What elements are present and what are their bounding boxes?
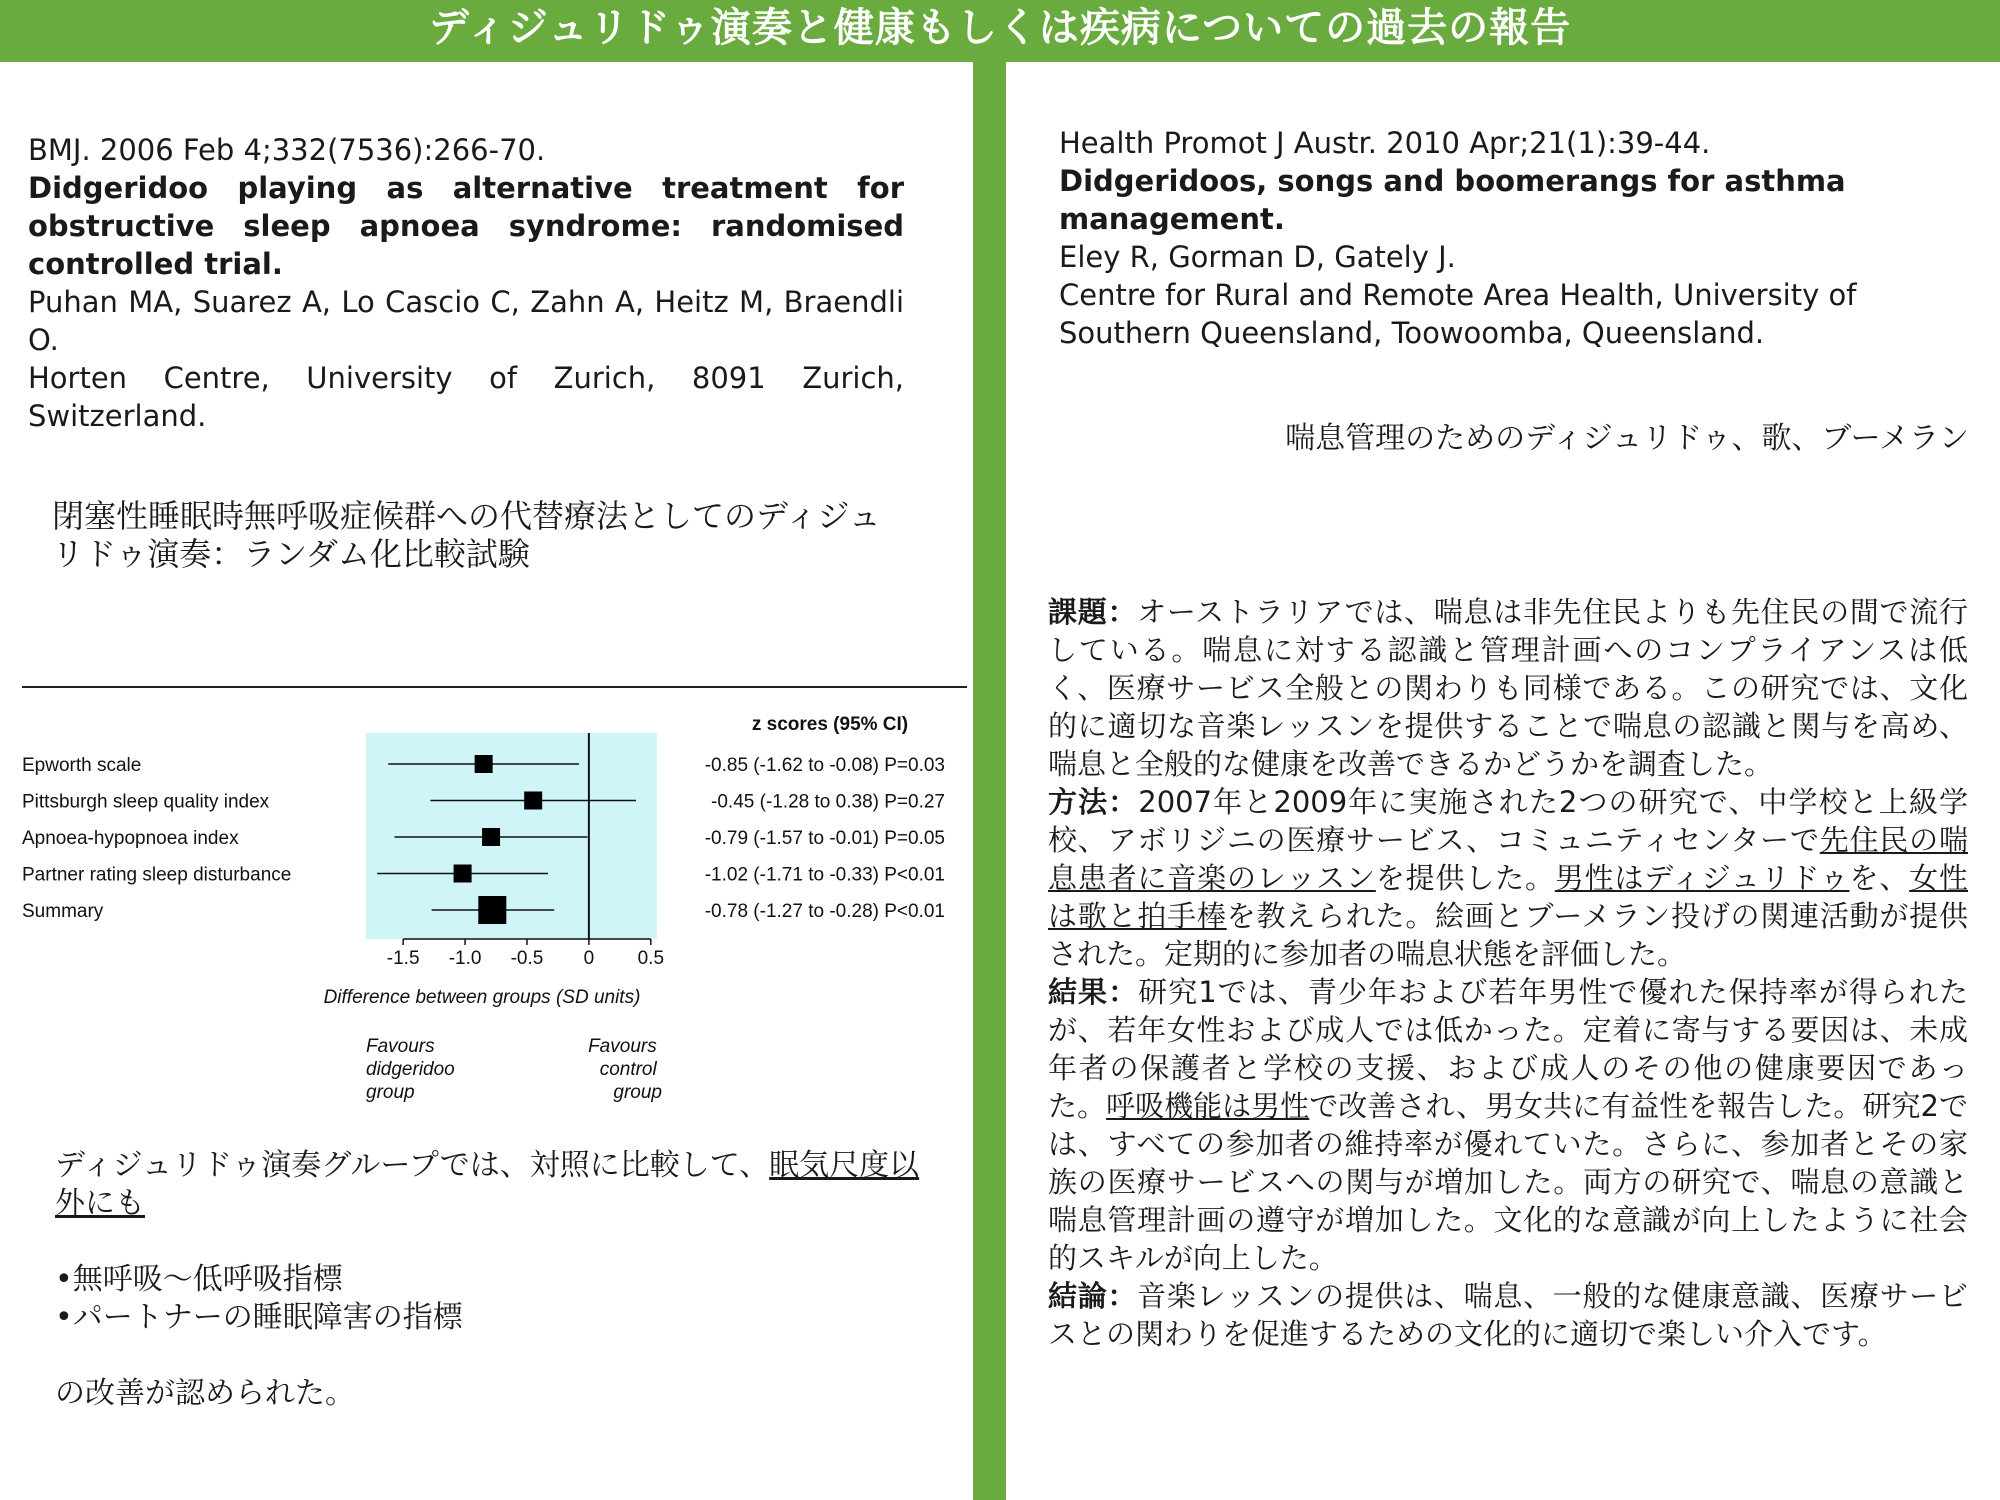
methods-underlined: 先住民の喘息患者に音楽のレッスン bbox=[1048, 823, 1968, 895]
row-label: Epworth scale bbox=[22, 755, 142, 776]
page-title: ディジュリドゥ演奏と健康もしくは疾病についての過去の報告 bbox=[0, 0, 2000, 62]
ci-value: -0.79 (-1.57 to -0.01) P=0.05 bbox=[704, 828, 945, 849]
section-rule bbox=[22, 686, 967, 688]
row-label: Apnoea-hypopnoea index bbox=[22, 828, 239, 849]
finding-item: •無呼吸～低呼吸指標 bbox=[55, 1262, 343, 1297]
summary-underlined: 眠気尺度以外にも bbox=[55, 1148, 920, 1221]
methods-text: を提供した。 bbox=[1375, 861, 1555, 895]
conclusion-label: 結論： bbox=[1048, 1279, 1138, 1313]
methods-underlined: 女性は歌と拍手棒 bbox=[1048, 861, 1968, 933]
results-label: 結果： bbox=[1048, 975, 1139, 1009]
methods-underlined: 男性はディジュリドゥ bbox=[1554, 861, 1850, 895]
point-estimate bbox=[454, 865, 472, 883]
right-citation: Health Promot J Austr. 2010 Apr;21(1):39-44. bbox=[1059, 126, 1711, 160]
point-estimate bbox=[475, 755, 493, 773]
right-abstract bbox=[1048, 593, 1968, 1353]
left-citation: BMJ. 2006 Feb 4;332(7536):266-70. bbox=[28, 133, 546, 167]
summary-end: の改善が認められた。 bbox=[55, 1376, 355, 1411]
ci-value: -0.45 (-1.28 to 0.38) P=0.27 bbox=[711, 791, 945, 813]
left-reference bbox=[28, 131, 904, 435]
abstract-conclusion bbox=[1048, 1277, 1968, 1353]
summary-intro: ディジュリドゥ演奏グループでは、対照に比較して、 bbox=[55, 1148, 770, 1183]
results-underlined: 呼吸機能は男性 bbox=[1106, 1089, 1310, 1123]
left-authors: Puhan MA, Suarez A, Lo Cascio C, Zahn A, Heitz M, Braendli O. bbox=[28, 285, 904, 357]
x-tick-label: -0.5 bbox=[510, 948, 544, 969]
right-authors: Eley R, Gorman D, Gately J. bbox=[1059, 240, 1456, 274]
left-summary bbox=[55, 1147, 935, 1413]
abstract-methods bbox=[1048, 783, 1968, 973]
right-reference bbox=[1059, 124, 1929, 352]
point-estimate bbox=[524, 792, 542, 810]
x-tick-label: -1.0 bbox=[448, 948, 482, 969]
row-label: Partner rating sleep disturbance bbox=[22, 864, 292, 886]
results-text: 研究1では、青少年および若年男性で優れた保持率が得られたが、若年女性および成人では低かった。定着に寄与する要因は、未成年者の保護者と学校の支援、および成人のその他の健康要因であった。 bbox=[1048, 975, 1968, 1123]
ci-value: -0.78 (-1.27 to -0.28) P<0.01 bbox=[704, 901, 945, 922]
ci-value: -0.85 (-1.62 to -0.08) P=0.03 bbox=[704, 755, 945, 776]
summary-sentence bbox=[55, 1147, 935, 1223]
issue-label: 課題： bbox=[1048, 595, 1138, 629]
favours-right-label: Favours control group bbox=[588, 1036, 662, 1103]
methods-label: 方法： bbox=[1048, 785, 1139, 819]
methods-text: を、 bbox=[1849, 861, 1910, 895]
results-text: で改善され、男女共に有益性を報告した。研究2では、すべての参加者の維持率が優れていた。さらに、参加者とその家族の医療サービスへの関与が増加した。両方の研究で、喘息の意識と喘息管理計画の遵守が増加した。文化的な意識が向上したように社会的スキルが向上した。 bbox=[1048, 1089, 1968, 1275]
ci-value: -1.02 (-1.71 to -0.33) P<0.01 bbox=[704, 864, 945, 886]
left-article-title: Didgeridoo playing as alternative treatment for obstructive sleep apnoea syndrome: randomised controlled trial. bbox=[28, 171, 904, 281]
issue-text: オーストラリアでは、喘息は非先住民よりも先住民の間で流行している。喘息に対する認識と管理計画へのコンプライアンスは低く、医療サービス全般との関わりも同様である。この研究では、文化的に適切な音楽レッスンを提供することで喘息の認識と関与を高め、喘息と全般的な健康を改善できるかどうかを調査した。 bbox=[1048, 595, 1968, 781]
methods-text: 2007年と2009年に実施された2つの研究で、中学校と上級学校、アボリジニの医療サービス、コミュニティセンターで bbox=[1048, 785, 1968, 857]
finding-item: •パートナーの睡眠障害の指標 bbox=[55, 1300, 463, 1335]
abstract-results bbox=[1048, 973, 1968, 1277]
forest-plot bbox=[0, 700, 972, 1120]
methods-text: を教えられた。絵画とブーメラン投げの関連活動が提供された。定期的に参加者の喘息状態を評価した。 bbox=[1048, 899, 1968, 971]
favours-left-label: Favours didgeridoo group bbox=[366, 1036, 455, 1103]
right-affiliation: Centre for Rural and Remote Area Health, University of Southern Queensland, Toowoomba, Queensland. bbox=[1059, 278, 1857, 350]
point-estimate bbox=[478, 896, 506, 924]
x-axis-label: Difference between groups (SD units) bbox=[323, 987, 641, 1008]
right-article-title: Didgeridoos, songs and boomerangs for asthma management. bbox=[1059, 164, 1846, 236]
point-estimate bbox=[482, 828, 500, 846]
center-divider bbox=[973, 62, 1006, 1500]
left-affiliation: Horten Centre, University of Zurich, 8091 Zurich, Switzerland. bbox=[28, 361, 904, 433]
x-tick-label: -1.5 bbox=[386, 948, 420, 969]
row-label: Summary bbox=[22, 901, 104, 922]
right-jp-title: 喘息管理のためのディジュリドゥ、歌、ブーメラン bbox=[1285, 421, 1969, 456]
conclusion-text: 音楽レッスンの提供は、喘息、一般的な健康意識、医療サービスとの関わりを促進するための文化的に適切で楽しい介入です。 bbox=[1048, 1279, 1968, 1351]
x-tick-label: 0 bbox=[583, 948, 595, 969]
ci-header: z scores (95% CI) bbox=[751, 714, 909, 735]
finding-list bbox=[55, 1261, 935, 1337]
x-tick-label: 0.5 bbox=[637, 948, 665, 969]
left-jp-title: 閉塞性睡眠時無呼吸症候群への代替療法としてのディジュリドゥ演奏：ランダム化比較試験 bbox=[52, 497, 881, 573]
row-label: Pittsburgh sleep quality index bbox=[22, 791, 270, 813]
abstract-issue bbox=[1048, 593, 1968, 783]
